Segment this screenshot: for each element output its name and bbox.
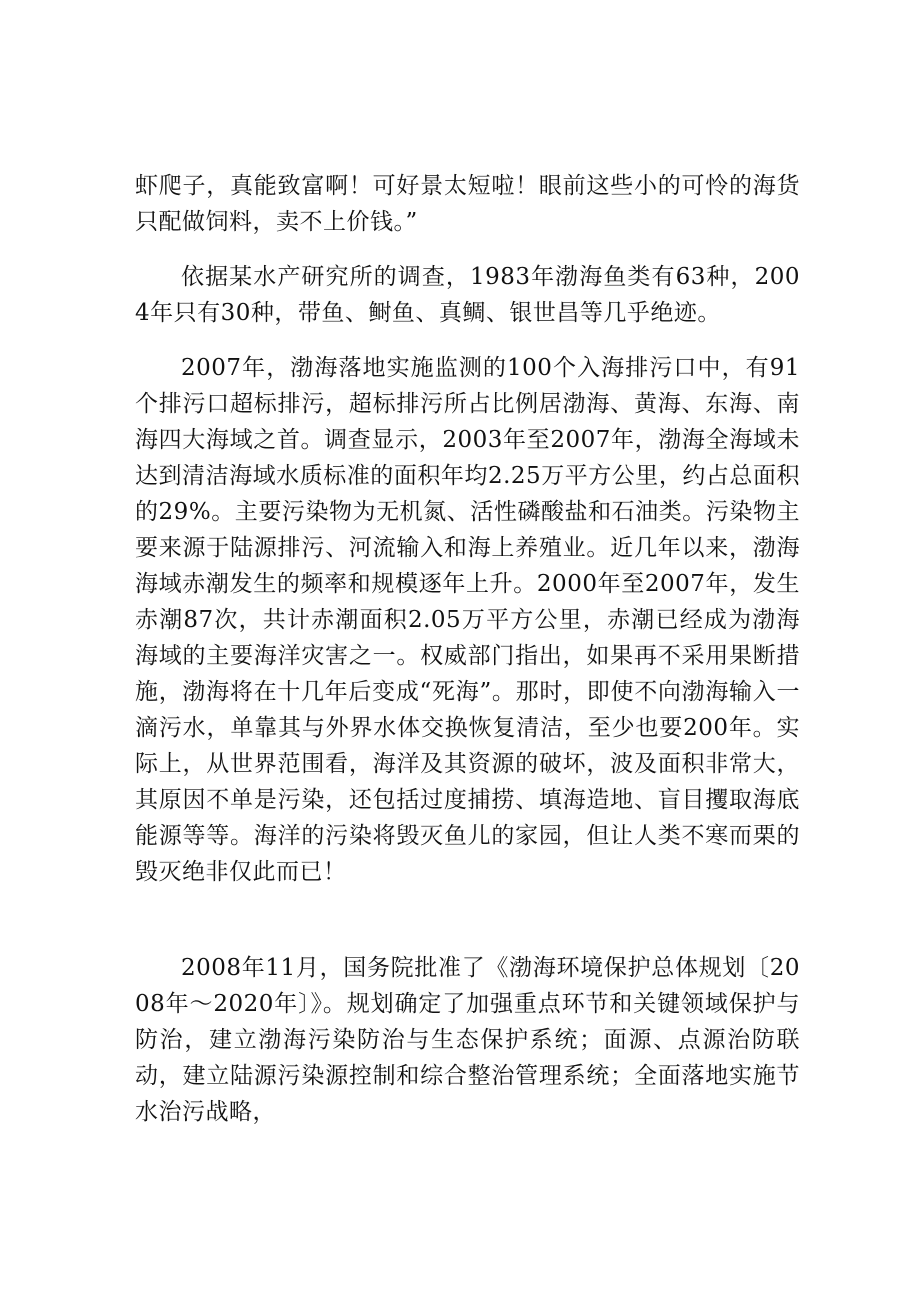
- paragraph-fish-survey: 依据某水产研究所的调查，1983年渤海鱼类有63种，2004年只有30种，带鱼、鲥鱼、真鲷、银世昌等几乎绝迹。: [135, 264, 800, 326]
- paragraph-pollution-report: 2007年，渤海落地实施监测的100个入海排污口中，有91个排污口超标排污，超标排污所占比例居渤海、黄海、东海、南海四大海域之首。调查显示，2003年至2007年，渤海全海域未达到清洁海域水质标准的面积年均2.25万平方公里，约占总面积的29%。主要污染物为无机氮、活性磷酸盐和石油类。污染物主要来源于陆源排污、河流输入和海上养殖业。近几年以来，渤海海域赤潮发生的频率和规模逐年上升。2000年至2007年，发生赤潮87次，共计赤潮面积2.05万平方公里，赤潮已经成为渤海海域的主要海洋灾害之一。权威部门指出，如果再不采用果断措施，渤海将在十几年后变成“死海”。那时，即使不向渤海输入一滴污水，单靠其与外界水体交换恢复清洁，至少也要200年。实际上，从世界范围看，海洋及其资源的破坏，波及面积非常大，其原因不单是污染，还包括过度捕捞、填海造地、盲目攫取海底能源等等。海洋的污染将毁灭鱼儿的家园，但让人类不寒而栗的毁灭绝非仅此而已！: [135, 355, 800, 885]
- paragraph-protection-plan: 2008年11月，国务院批准了《渤海环境保护总体规划〔2008年～2020年〕》。规划确定了加强重点环节和关键领域保护与防治，建立渤海污染防治与生态保护系统；面源、点源治防联动，建立陆源污染源控制和综合整治管理系统；全面落地实施节水治污战略，: [135, 955, 800, 1125]
- paragraph-continuation: 虾爬子，真能致富啊！可好景太短啦！眼前这些小的可怜的海货只配做饲料，卖不上价钱。”: [135, 173, 800, 235]
